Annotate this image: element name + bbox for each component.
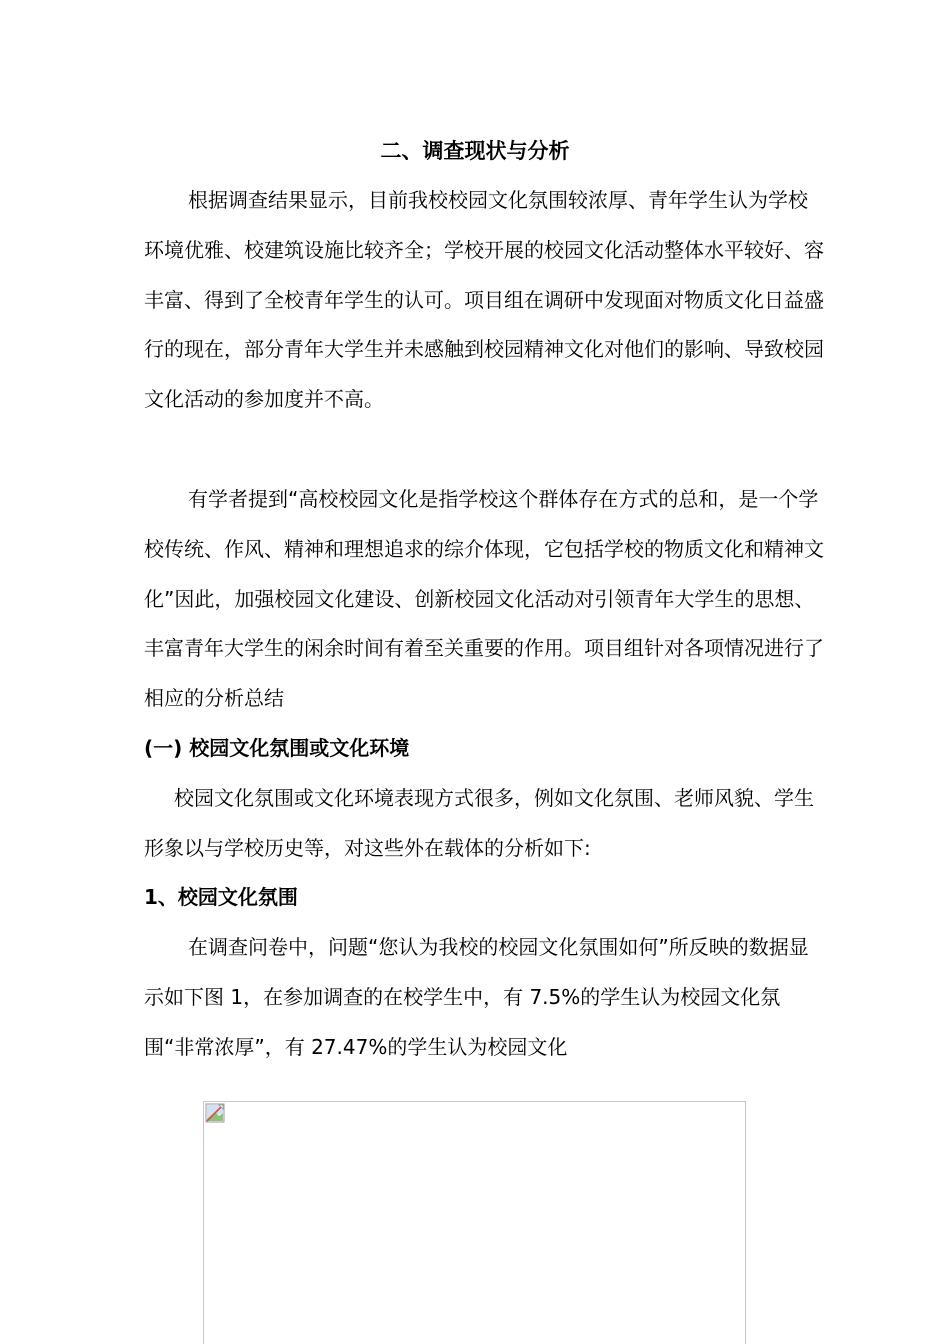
paragraph-survey-results [144, 176, 824, 425]
subsection-heading-atmosphere: 1、校园文化氛围 [144, 885, 298, 909]
broken-image-icon [205, 1103, 225, 1123]
paragraph-text: 在调查问卷中，问题“您认为我校的校园文化氛围如何”所反映的数据显示如下图 1，在参加调查的在校学生中，有 7.5%的学生认为校园文化氛围“非常浓厚”，有 27.47%的学生认为校园文化 [144, 935, 809, 1059]
paragraph-culture-forms [144, 774, 824, 874]
subsection-heading-culture-environment: (一) 校园文化氛围或文化环境 [144, 736, 410, 760]
paragraph-text: 根据调查结果显示，目前我校校园文化氛围较浓厚、青年学生认为学校环境优雅、校建筑设施比较齐全；学校开展的校园文化活动整体水平较好、容丰富、得到了全校青年学生的认可。项目组在调研中发现面对物质文化日益盛行的现在，部分青年大学生并未感触到校园精神文化对他们的影响、导致校园文化活动的参加度并不高。 [144, 188, 824, 412]
section-title: 二、调查现状与分析 [380, 139, 570, 163]
paragraph-questionnaire [144, 923, 824, 1072]
paragraph-text: 有学者提到“高校校园文化是指学校这个群体存在方式的总和，是一个学校传统、作风、精神和理想追求的综介体现，它包括学校的物质文化和精神文化”因此，加强校园文化建设、创新校园文化活动对引领青年大学生的思想、丰富青年大学生的闲余时间有着至关重要的作用。项目组针对各项情况进行了相应的分析总结 [144, 487, 824, 711]
figure-placeholder [203, 1101, 746, 1344]
paragraph-text: 校园文化氛围或文化环境表现方式很多，例如文化氛围、老师风貌、学生形象以与学校历史等，对这些外在载体的分析如下: [144, 786, 814, 860]
paragraph-scholar-quote [144, 475, 824, 724]
